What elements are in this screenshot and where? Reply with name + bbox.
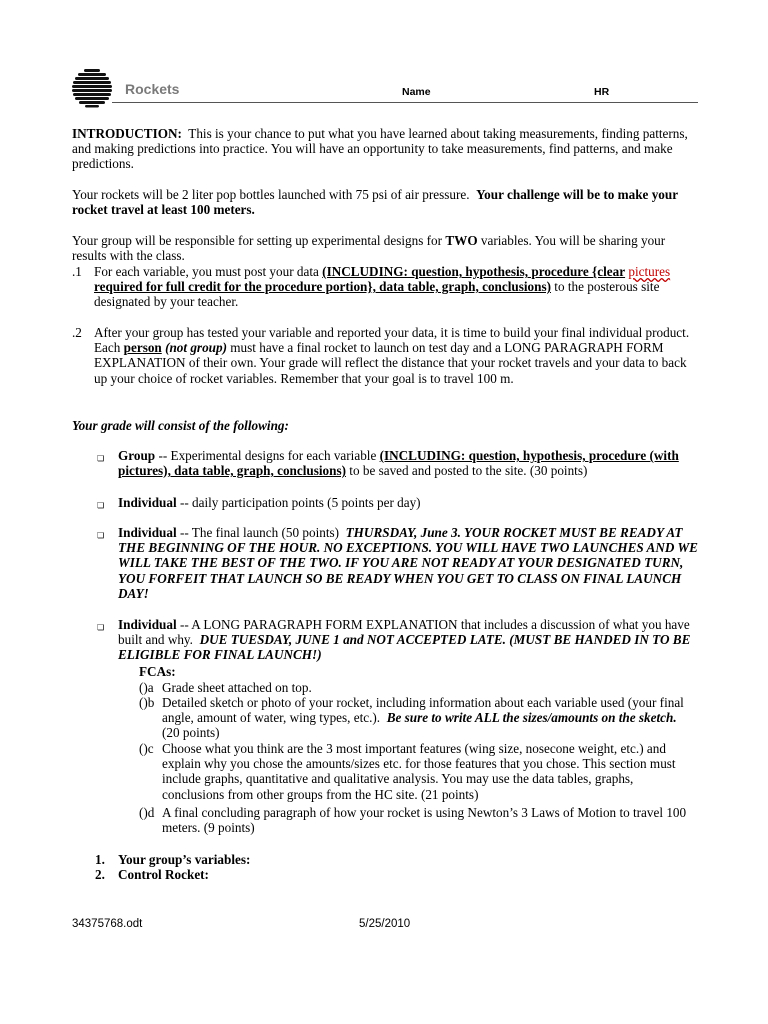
step-1-a: For each variable, you must post your data: [94, 264, 319, 279]
numbered-num: 1.: [95, 852, 105, 867]
fca-b-bi: Be sure to write ALL the sizes/amounts on the sketch.: [386, 710, 677, 726]
fca-mark: ()b: [139, 695, 155, 710]
challenge-text: Your rockets will be 2 liter pop bottles launched with 75 psi of air pressure.: [72, 187, 470, 202]
bullet-icon: ❏: [97, 501, 105, 510]
intro-text: This is your chance to put what you have learned about taking measurements, finding patterns, and making predictions into practice. You will have an opportunity to take measurements, find patterns, and make predictions.: [72, 126, 688, 172]
grade-heading: Your grade will consist of the following:: [72, 418, 289, 433]
item-1-a: -- Experimental designs for each variable: [158, 448, 377, 463]
step-2-b: must have a final rocket to launch on test day and a LONG PARAGRAPH FORM EXPLANATION of their own. Your grade will reflect the distance that your rocket travels and your data to back up your choice of rocket variables. Remember that your goal is to travel 100 m.: [94, 340, 687, 386]
item-1-label: Group: [118, 448, 156, 463]
item-3-a: -- The final launch (50 points): [179, 525, 340, 540]
bullet-icon: ❏: [97, 531, 105, 540]
step-1-text: [94, 264, 698, 310]
hr-label: HR: [594, 86, 610, 98]
name-label: Name: [402, 86, 431, 98]
fca-mark: ()a: [139, 680, 154, 695]
rocket-logo-icon: [72, 68, 114, 108]
step-2-notgroup: (not group): [165, 340, 227, 356]
numbered-text: Control Rocket:: [118, 867, 209, 882]
footer-date: 5/25/2010: [359, 918, 411, 930]
step-2-text: [94, 325, 698, 386]
header: [72, 68, 698, 108]
step-1-red: pictures: [628, 264, 671, 279]
fca-text: Grade sheet attached on top.: [162, 680, 312, 695]
item-3-label: Individual: [118, 525, 177, 540]
step-2-person: person: [123, 340, 162, 356]
footer-filename: 34375768.odt: [72, 918, 143, 930]
item-1-b: to be saved and posted to the site. (30 points): [349, 463, 588, 479]
fca-mark: ()c: [139, 741, 154, 756]
fca-text: [162, 695, 698, 741]
item-4-label: Individual: [118, 617, 177, 632]
fca-mark: ()d: [139, 805, 155, 820]
step-1-d: to the posterous site designated by your teacher.: [94, 279, 660, 310]
grade-item-explanation: [118, 617, 698, 663]
group-paragraph: [72, 233, 698, 263]
step-1-number: .1: [72, 264, 82, 279]
item-1-ul: (INCLUDING: question, hypothesis, procedure (with pictures), data table, graph, conclusions): [118, 448, 679, 479]
header-rule: [112, 102, 698, 103]
group-text-a: Your group will be responsible for setting up experimental designs for: [72, 233, 443, 248]
bullet-icon: ❏: [97, 454, 105, 463]
item-4-a: -- A LONG PARAGRAPH FORM EXPLANATION that includes a discussion of what you have built and why.: [118, 617, 690, 648]
step-2-number: .2: [72, 325, 82, 340]
challenge-paragraph: [72, 187, 698, 217]
item-2-a: -- daily participation points (5 points per day): [179, 495, 421, 510]
fca-text: Choose what you think are the 3 most important features (wing size, nosecone weight, etc.) and explain why you chose the amounts/sizes etc. for those features that you chose. This section must include graphs, quantitative and qualitative analysis. You may use the data tables, graphs, conclusions from other groups from the HC site. (21 points): [162, 741, 676, 802]
group-two: TWO: [445, 233, 478, 248]
document-title: Rockets: [125, 81, 180, 97]
numbered-num: 2.: [95, 867, 105, 882]
group-text-b: variables. You will be sharing your results with the class.: [72, 233, 666, 264]
step-1-b: (INCLUDING: question, hypothesis, procedure {clear: [322, 264, 626, 279]
fca-b-text: Detailed sketch or photo of your rocket, including information about each variable used (your final angle, amount of water, wing types, etc.).: [162, 695, 684, 726]
challenge-bold: Your challenge will be to make your rocket travel at least 100 meters.: [72, 187, 678, 218]
grade-item-group: [118, 448, 698, 478]
item-4-bi: DUE TUESDAY, JUNE 1 and NOT ACCEPTED LATE. (MUST BE HANDED IN TO BE ELIGIBLE FOR FINAL LAUNCH!): [118, 632, 691, 663]
fca-b-tail: (20 points): [162, 725, 220, 741]
item-2-label: Individual: [118, 495, 177, 510]
numbered-text: Your group’s variables:: [118, 852, 251, 867]
intro-paragraph: [72, 126, 698, 172]
fca-text: A final concluding paragraph of how your rocket is using Newton’s 3 Laws of Motion to travel 100 meters. (9 points): [162, 805, 687, 836]
bullet-icon: ❏: [97, 623, 105, 632]
item-3-bi: THURSDAY, June 3. YOUR ROCKET MUST BE READY AT THE BEGINNING OF THE HOUR. NO EXCEPTIONS. YOU WILL HAVE TWO LAUNCHES AND WE WILL TAKE THE BEST OF THE TWO. IF YOU ARE NOT READY AT YOUR DESIGNATED TURN, YOU FORFEIT THAT LAUNCH SO BE READY WHEN YOU GET TO CLASS ON FINAL LAUNCH DAY!: [118, 525, 698, 601]
grade-item-launch: [118, 525, 698, 601]
fcas-label: FCAs:: [139, 664, 176, 679]
step-2-a: After your group has tested your variable and reported your data, it is time to build your final individual product. Each: [94, 325, 690, 356]
grade-item-participation: [118, 495, 698, 510]
step-1-c: required for full credit for the procedure portion}, data table, graph, conclusions): [94, 279, 551, 295]
intro-label: INTRODUCTION:: [72, 126, 182, 141]
